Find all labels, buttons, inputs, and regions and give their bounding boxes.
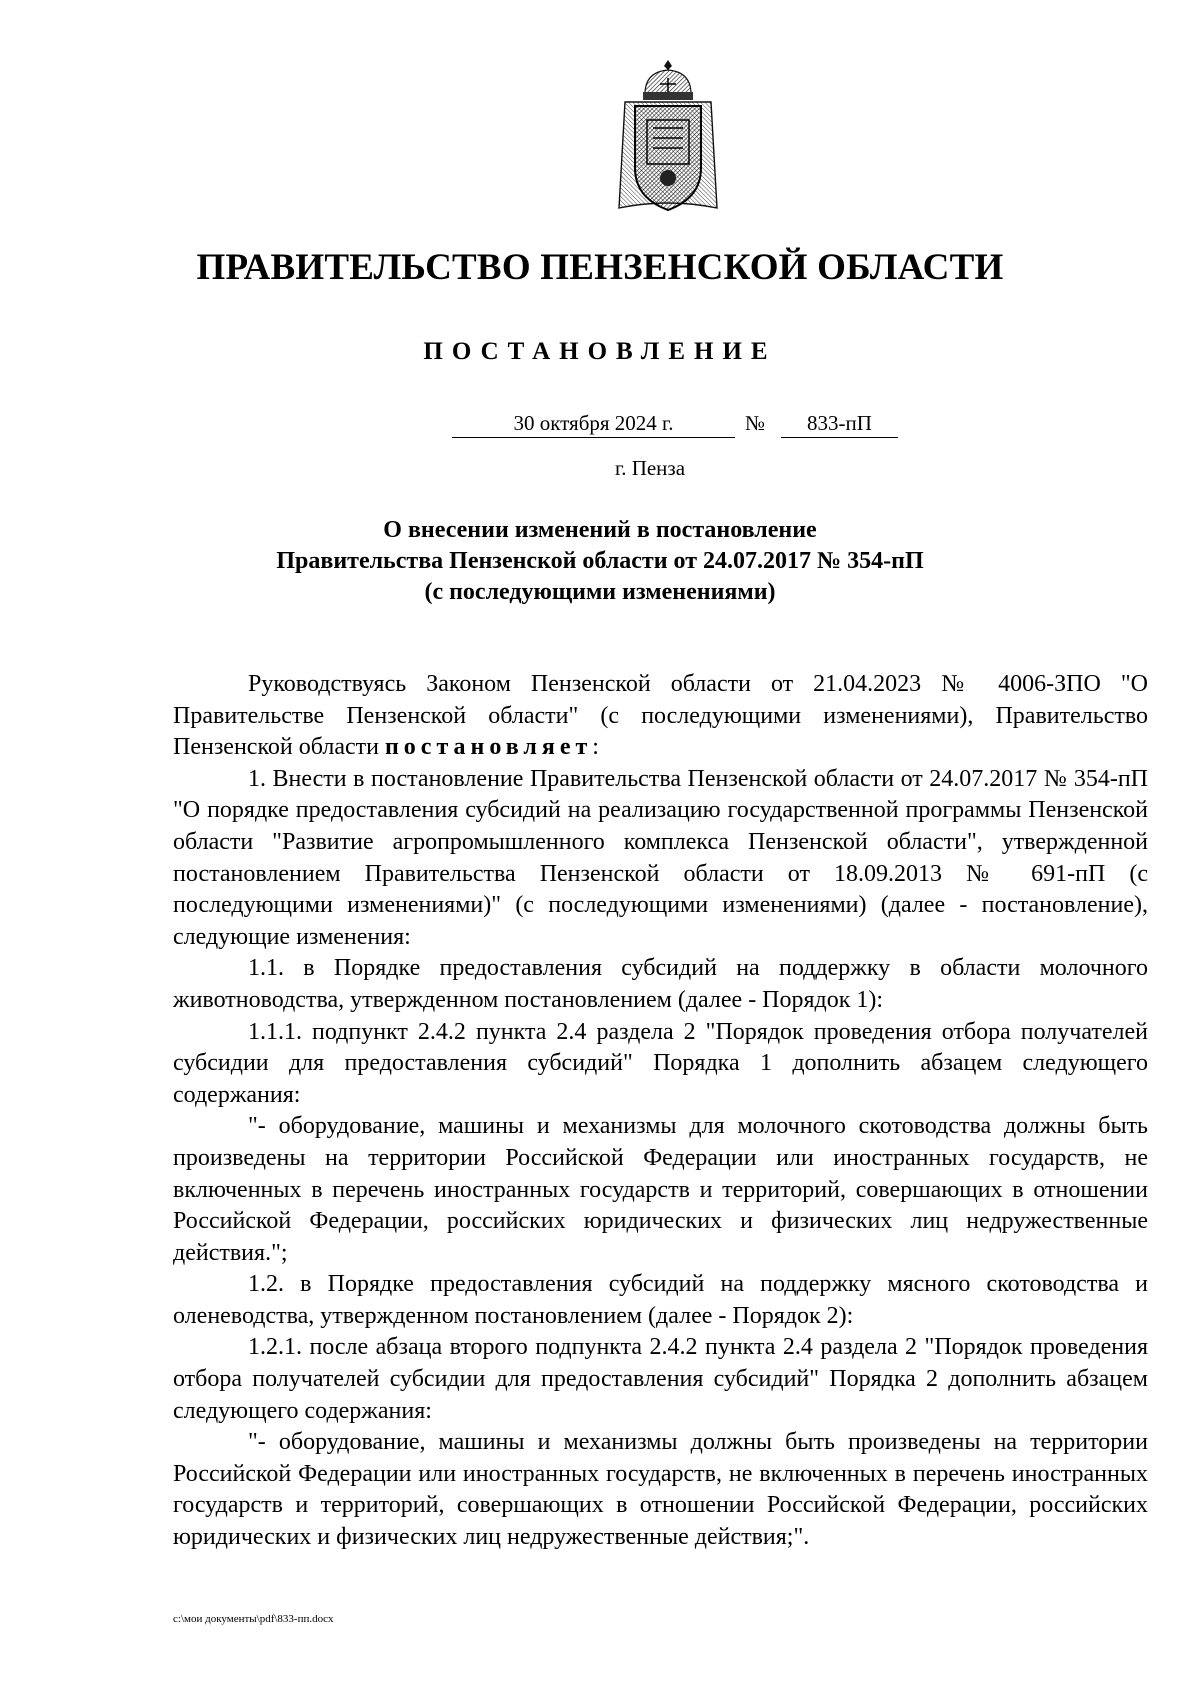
preamble-end: :	[592, 734, 599, 761]
file-path-footer: c:\мои документы\pdf\833-пп.docx	[173, 1613, 334, 1625]
document-number: 833-пП	[781, 411, 898, 438]
paragraph-1-2-1: 1.2.1. после абзаца второго подпункта 2.4.2 пункта 2.4 раздела 2 "Порядок проведения отбора получателей субсидии для предоставления субсидий" Порядка 2 дополнить абзацем следующего содержания:	[173, 1334, 1148, 1424]
number-sign: №	[745, 411, 766, 435]
paragraph-1-1-1-quote: "- оборудование, машины и механизмы для молочного скотоводства должны быть произведены на территории Российской Федерации или иностранных государств, не включенных в перечень иностранных государств и территорий, совершающих в отношении Российской Федерации, российских юридических и физических лиц недружественные действия.";	[173, 1113, 1148, 1266]
paragraph-1-2-1-quote: "- оборудование, машины и механизмы должны быть произведены на территории Российской Федерации или иностранных государств, не включенных в перечень иностранных государств и территорий, совершающих в отношении Российской Федерации, российских юридических и физических лиц недружественные действия;".	[173, 1429, 1148, 1551]
paragraph-1-1-1: 1.1.1. подпункт 2.4.2 пункта 2.4 раздела 2 "Порядок проведения отбора получателей субсидии для предоставления субсидий" Порядка 1 дополнить абзацем следующего содержания:	[173, 1018, 1148, 1108]
document-city: г. Пенза	[614, 456, 686, 480]
paragraph-1-1: 1.1. в Порядке предоставления субсидий на поддержку в области молочного животноводства, утвержденном постановлением (далее - Порядок 1):	[173, 955, 1148, 1013]
paragraph-1-2: 1.2. в Порядке предоставления субсидий на поддержку мясного скотоводства и оленеводства, утвержденном постановлением (далее - Порядок 2):	[173, 1271, 1148, 1329]
paragraph-1: 1. Внести в постановление Правительства Пензенской области от 24.07.2017 № 354-пП "О порядке предоставления субсидий на реализацию государственной программы Пензенской области "Развитие агропромышленного комплекса Пензенской области", утвержденной постановлением Правительства Пензенской области от 18.09.2013 № 691-пП (с последующими изменениями)" (с последующими изменениями) (далее - постановление), следующие изменения:	[173, 765, 1148, 950]
preamble-paragraph	[173, 669, 1148, 764]
document-body	[173, 669, 1148, 1554]
government-title: ПРАВИТЕЛЬСТВО ПЕНЗЕНСКОЙ ОБЛАСТИ	[196, 247, 1004, 288]
preamble-verb: постановляет	[384, 734, 593, 761]
document-subject	[0, 515, 1200, 608]
subject-line-1: О внесении изменений в постановление	[383, 517, 817, 543]
coat-of-arms-emblem	[605, 58, 731, 218]
preamble-text: Руководствуясь Законом Пензенской области от 21.04.2023 № 4006-ЗПО "О Правительстве Пензенской области" (с последующими изменениями), Правительство Пензенской области	[173, 671, 1148, 761]
document-type: ПОСТАНОВЛЕНИЕ	[423, 338, 777, 365]
subject-line-2: Правительства Пензенской области от 24.07.2017 № 354-пП	[276, 548, 924, 574]
document-date: 30 октября 2024 г.	[452, 411, 735, 438]
subject-line-3: (с последующими изменениями)	[424, 579, 776, 605]
